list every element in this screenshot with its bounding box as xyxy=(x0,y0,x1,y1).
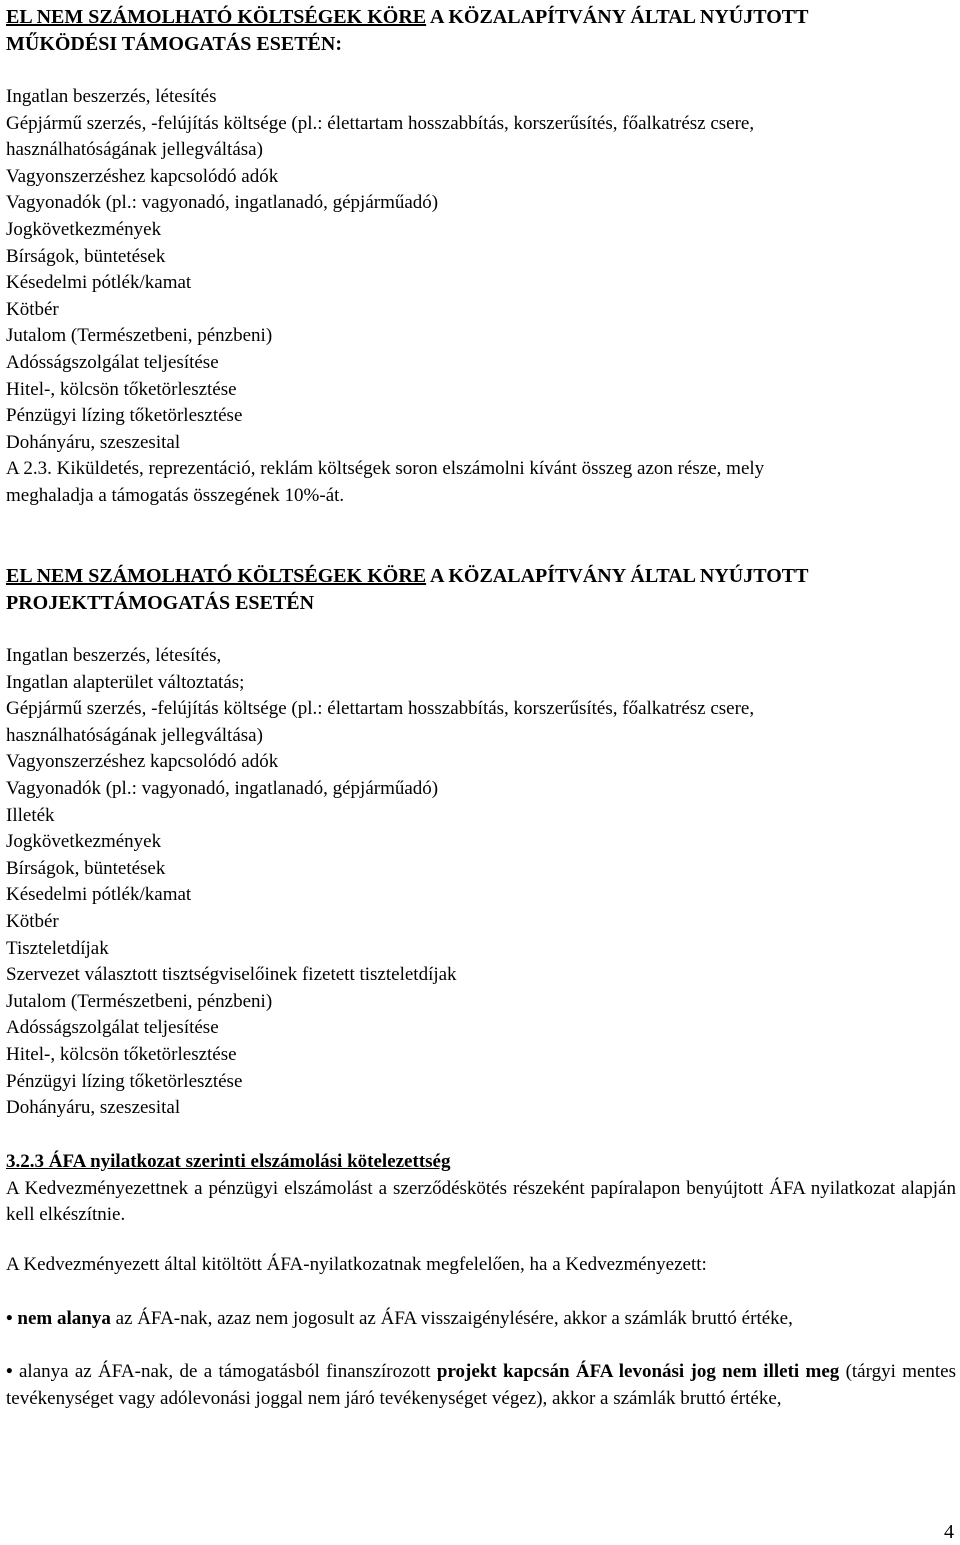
section2-heading-underlined: EL NEM SZÁMOLHATÓ KÖLTSÉGEK KÖRE xyxy=(6,565,427,587)
list-item: Jogkövetkezmények xyxy=(6,218,162,240)
list-item: Vagyonadók (pl.: vagyonadó, ingatlanadó, gépjárműadó) xyxy=(6,192,439,214)
list-item: Jogkövetkezmények xyxy=(6,831,162,853)
vat-bullet-not-subject xyxy=(6,1306,956,1333)
list-item: Pénzügyi lízing tőketörlesztése xyxy=(6,1070,243,1092)
list-item: Szervezet választott tisztségviselőinek fizetett tiszteletdíjak xyxy=(6,964,457,986)
list-item: Bírságok, büntetések xyxy=(6,857,166,879)
list-item: Jutalom (Természetbeni, pénzbeni) xyxy=(6,990,273,1012)
list-item: Késedelmi pótlék/kamat xyxy=(6,272,192,294)
bullet-icon: • xyxy=(6,1361,13,1382)
list-item: Adósságszolgálat teljesítése xyxy=(6,1017,219,1039)
section1-heading-rest: A KÖZALAPÍTVÁNY ÁLTAL NYÚJTOTT xyxy=(426,6,809,28)
section2-heading-rest: A KÖZALAPÍTVÁNY ÁLTAL NYÚJTOTT xyxy=(426,565,809,587)
section3-heading: 3.2.3 ÁFA nyilatkozat szerinti elszámolási kötelezettség xyxy=(6,1151,451,1172)
section1-heading-underlined: EL NEM SZÁMOLHATÓ KÖLTSÉGEK KÖRE xyxy=(6,6,427,28)
list-item: Tiszteletdíjak xyxy=(6,937,109,959)
page-number: 4 xyxy=(944,1521,954,1543)
list-item: Ingatlan alapterület változtatás; xyxy=(6,671,245,693)
section1-note-line1: A 2.3. Kiküldetés, reprezentáció, reklám költségek soron elszámolni kívánt összeg azon része, mely xyxy=(6,458,765,480)
list-item: Késedelmi pótlék/kamat xyxy=(6,884,192,906)
section3-paragraph2: A Kedvezményezett által kitöltött ÁFA-nyilatkozatnak megfelelően, ha a Kedvezményezett: xyxy=(6,1254,707,1275)
list-item: Jutalom (Természetbeni, pénzbeni) xyxy=(6,325,273,347)
list-item: Gépjármű szerzés, -felújítás költsége (pl.: élettartam hosszabbítás, korszerűsítés, főalkatrész csere, xyxy=(6,698,755,720)
list-item: Vagyonadók (pl.: vagyonadó, ingatlanadó, gépjárműadó) xyxy=(6,777,439,799)
list-item: Hitel-, kölcsön tőketörlesztése xyxy=(6,378,237,400)
list-item: Hitel-, kölcsön tőketörlesztése xyxy=(6,1043,237,1065)
section2-list xyxy=(6,643,956,1122)
list-item: Kötbér xyxy=(6,910,59,932)
bullet1-rest: az ÁFA-nak, azaz nem jogosult az ÁFA visszaigénylésére, akkor a számlák bruttó értéke, xyxy=(110,1308,793,1329)
list-item: használhatóságának jellegváltása) xyxy=(6,139,263,161)
section3-paragraph1: A Kedvezményezettnek a pénzügyi elszámolást a szerződéskötés részeként papíralapon benyújtott ÁFA nyilatkozat alapján kell elkészítnie. xyxy=(6,1177,956,1226)
list-item: Kötbér xyxy=(6,298,59,320)
list-item: Dohányáru, szeszesital xyxy=(6,1097,181,1119)
section-project-support xyxy=(6,563,956,616)
section-operating-support xyxy=(6,4,956,57)
list-item: Vagyonszerzéshez kapcsolódó adók xyxy=(6,165,279,187)
list-item: Dohányáru, szeszesital xyxy=(6,431,181,453)
bullet2-text1: alanya az ÁFA-nak, de a támogatásból finanszírozott xyxy=(18,1361,437,1382)
bullet2-text2: (tárgyi mentes tevékenységet vagy adólevonási joggal nem járó tevékenységet végez), akkor a számlák bruttó értéke, xyxy=(6,1361,957,1409)
list-item: Illeték xyxy=(6,804,55,826)
list-item: használhatóságának jellegváltása) xyxy=(6,724,263,746)
list-item: Ingatlan beszerzés, létesítés xyxy=(6,86,217,107)
list-item: Vagyonszerzéshez kapcsolódó adók xyxy=(6,751,279,773)
list-item: Bírságok, büntetések xyxy=(6,245,166,267)
section1-heading-line2: MŰKÖDÉSI TÁMOGATÁS ESETÉN: xyxy=(6,32,342,55)
vat-bullet-subject-no-deduction xyxy=(6,1359,956,1412)
list-item: Adósságszolgálat teljesítése xyxy=(6,351,219,373)
list-item: Ingatlan beszerzés, létesítés, xyxy=(6,645,222,666)
section1-note-line2: meghaladja a támogatás összegének 10%-át. xyxy=(6,484,345,506)
bullet1-bold: nem alanya xyxy=(17,1308,111,1329)
list-item: Gépjármű szerzés, -felújítás költsége (pl.: élettartam hosszabbítás, korszerűsítés, főalkatrész csere, xyxy=(6,112,755,134)
bullet2-bold: projekt kapcsán ÁFA levonási jog nem illeti meg xyxy=(436,1361,840,1382)
section1-list xyxy=(6,84,956,510)
section2-heading-line2: PROJEKTTÁMOGATÁS ESETÉN xyxy=(6,591,315,614)
section-vat-declaration xyxy=(6,1149,956,1229)
section2-heading xyxy=(6,563,956,590)
bullet-icon: • xyxy=(6,1308,13,1329)
section1-heading xyxy=(6,4,956,31)
list-item: Pénzügyi lízing tőketörlesztése xyxy=(6,405,243,427)
